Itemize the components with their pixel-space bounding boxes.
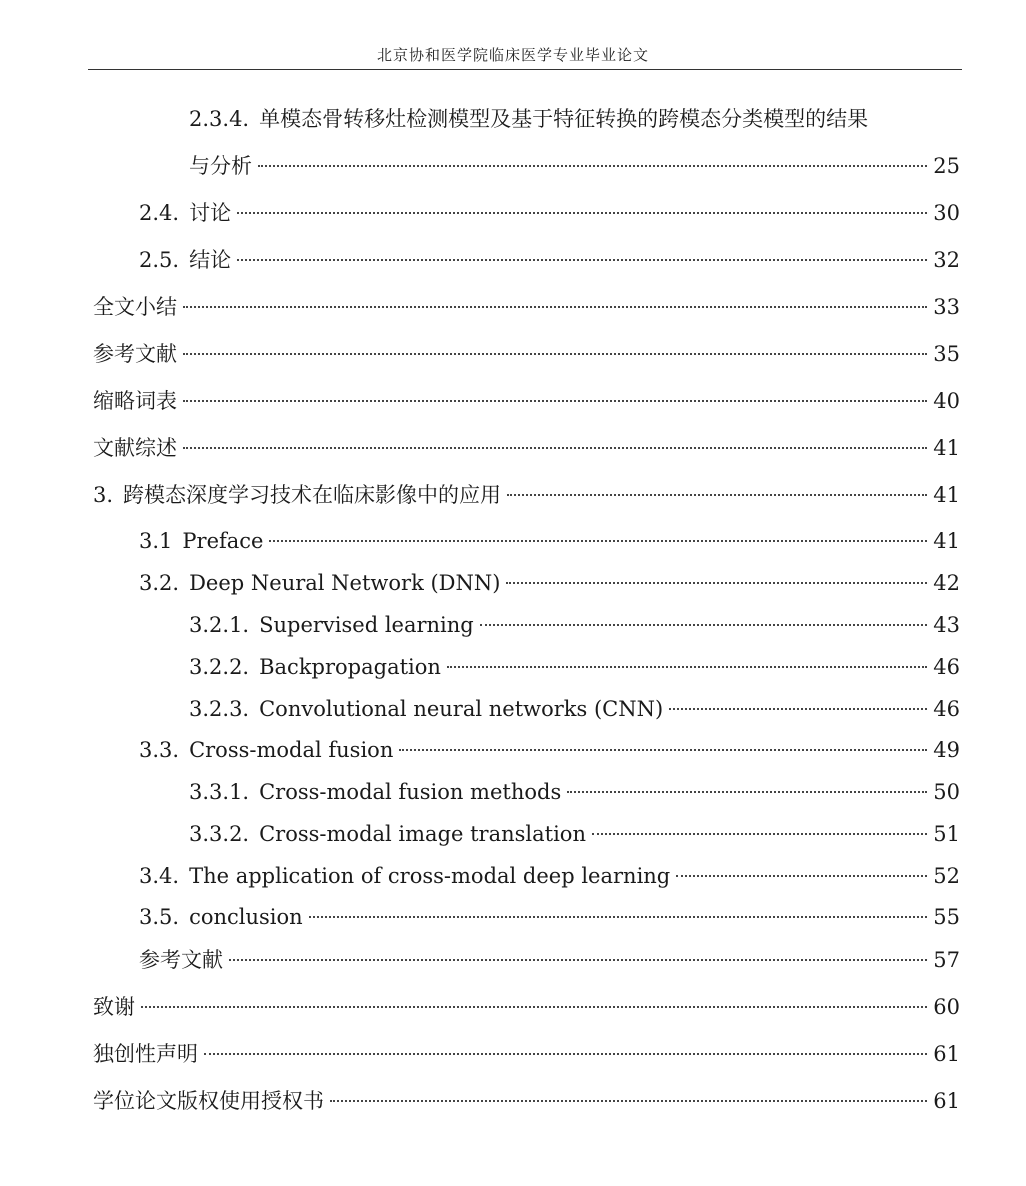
dot-leader	[229, 959, 927, 961]
dot-leader	[669, 708, 927, 710]
toc-entry-acknowledgements[interactable]	[93, 992, 960, 1022]
dot-leader	[183, 447, 927, 449]
toc-entry-page: 55	[933, 905, 960, 929]
toc-entry-page: 41	[933, 483, 960, 507]
toc-entry-title: Deep Neural Network (DNN)	[189, 571, 501, 595]
toc-entry-number: 2.5.	[139, 248, 180, 272]
toc-entry-title: Supervised learning	[259, 613, 474, 637]
dot-leader	[258, 165, 927, 167]
toc-entry-number: 3.5.	[139, 905, 180, 929]
toc-entry-title: 缩略词表	[93, 389, 177, 413]
toc-entry-number: 3.	[93, 483, 114, 507]
toc-entry-originality-statement[interactable]	[93, 1039, 960, 1069]
toc-entry-title: Convolutional neural networks (CNN)	[259, 697, 664, 721]
toc-entry-page: 46	[933, 697, 960, 721]
dot-leader	[676, 875, 927, 877]
dot-leader	[183, 353, 927, 355]
toc-entry-number: 3.2.2.	[189, 655, 250, 679]
toc-entry-summary[interactable]	[93, 292, 960, 322]
toc-entry-page: 41	[933, 436, 960, 460]
toc-entry-references[interactable]	[93, 339, 960, 369]
toc-entry-page: 61	[933, 1089, 960, 1113]
toc-entry-title: 结论	[189, 248, 232, 272]
dot-leader	[480, 624, 928, 626]
toc-entry-title: 单模态骨转移灶检测模型及基于特征转换的跨模态分类模型的结果	[259, 107, 869, 131]
toc-entry-number: 2.3.4.	[189, 107, 250, 131]
toc-entry-3-4[interactable]	[139, 861, 960, 891]
dot-leader	[237, 259, 927, 261]
toc-entry-page: 42	[933, 571, 960, 595]
toc-entry-page: 52	[933, 864, 960, 888]
toc-entry-number: 3.1	[139, 529, 173, 553]
dot-leader	[269, 540, 927, 542]
toc-entry-title: Preface	[182, 529, 264, 553]
toc-entry-3-2-3[interactable]	[189, 694, 960, 724]
toc-entry-number: 3.2.1.	[189, 613, 250, 637]
toc-entry-title: 参考文献	[93, 342, 177, 366]
toc-entry-page: 57	[933, 948, 960, 972]
toc-entry-title: 致谢	[93, 995, 135, 1019]
toc-entry-title: 跨模态深度学习技术在临床影像中的应用	[123, 483, 502, 507]
dot-leader	[309, 916, 928, 918]
toc-entry-page: 61	[933, 1042, 960, 1066]
dot-leader	[183, 306, 927, 308]
toc-entry-page: 50	[933, 780, 960, 804]
toc-entry-3-3-2[interactable]	[189, 819, 960, 849]
toc-entry-page: 35	[933, 342, 960, 366]
toc-entry-2-5[interactable]	[139, 245, 960, 275]
toc-entry-number: 3.3.1.	[189, 780, 250, 804]
toc-entry-number: 3.3.2.	[189, 822, 250, 846]
dot-leader	[183, 400, 927, 402]
toc-entry-abbreviations[interactable]	[93, 386, 960, 416]
dot-leader	[447, 666, 927, 668]
toc-entry-page: 25	[933, 154, 960, 178]
toc-entry-page: 40	[933, 389, 960, 413]
toc-entry-number: 3.3.	[139, 738, 180, 762]
toc-entry-3-2-1[interactable]	[189, 610, 960, 640]
toc-entry-title: Backpropagation	[259, 655, 441, 679]
dot-leader	[330, 1100, 927, 1102]
toc-entry-title: 参考文献	[139, 948, 223, 972]
toc-entry-title: Cross-modal fusion methods	[259, 780, 562, 804]
dot-leader	[567, 791, 927, 793]
toc-entry-title: Cross-modal fusion	[189, 738, 394, 762]
toc-entry-page: 33	[933, 295, 960, 319]
toc-entry-title: 独创性声明	[93, 1042, 198, 1066]
toc-entry-title: 与分析	[189, 154, 252, 178]
toc-entry-3[interactable]	[93, 480, 960, 510]
toc-entry-page: 49	[933, 738, 960, 762]
header-divider	[88, 69, 962, 70]
toc-entry-title: conclusion	[189, 905, 303, 929]
toc-entry-page: 41	[933, 529, 960, 553]
toc-entry-page: 51	[933, 822, 960, 846]
toc-entry-title: 讨论	[189, 201, 232, 225]
dot-leader	[204, 1053, 927, 1055]
toc-entry-3-3[interactable]	[139, 735, 960, 765]
page-header: 北京协和医学院临床医学专业毕业论文	[376, 46, 649, 64]
toc-entry-number: 3.2.	[139, 571, 180, 595]
toc-entry-review-references[interactable]	[139, 945, 960, 975]
toc-entry-page: 60	[933, 995, 960, 1019]
dot-leader	[399, 749, 927, 751]
toc-entry-literature-review[interactable]	[93, 433, 960, 463]
toc-entry-number: 3.2.3.	[189, 697, 250, 721]
toc-entry-2-3-4-cont[interactable]	[189, 151, 960, 181]
toc-entry-page: 32	[933, 248, 960, 272]
dot-leader	[141, 1006, 927, 1008]
toc-entry-2-3-4[interactable]	[189, 104, 960, 134]
toc-entry-3-2-2[interactable]	[189, 652, 960, 682]
dot-leader	[507, 494, 927, 496]
dot-leader	[506, 582, 927, 584]
toc-entry-title: Cross-modal image translation	[259, 822, 586, 846]
toc-entry-copyright-authorization[interactable]	[93, 1086, 960, 1116]
dot-leader	[237, 212, 927, 214]
toc-entry-number: 3.4.	[139, 864, 180, 888]
toc-entry-number: 2.4.	[139, 201, 180, 225]
toc-entry-title: 学位论文版权使用授权书	[93, 1089, 324, 1113]
dot-leader	[592, 833, 927, 835]
toc-entry-title: The application of cross-modal deep learning	[189, 864, 671, 888]
toc-entry-3-1[interactable]	[139, 526, 960, 556]
toc-entry-3-3-1[interactable]	[189, 777, 960, 807]
toc-entry-title: 文献综述	[93, 436, 177, 460]
toc-entry-3-5[interactable]	[139, 902, 960, 932]
toc-entry-3-2[interactable]	[139, 568, 960, 598]
toc-entry-page: 43	[933, 613, 960, 637]
toc-entry-2-4[interactable]	[139, 198, 960, 228]
toc-entry-title: 全文小结	[93, 295, 177, 319]
toc-entry-page: 30	[933, 201, 960, 225]
toc-entry-page: 46	[933, 655, 960, 679]
